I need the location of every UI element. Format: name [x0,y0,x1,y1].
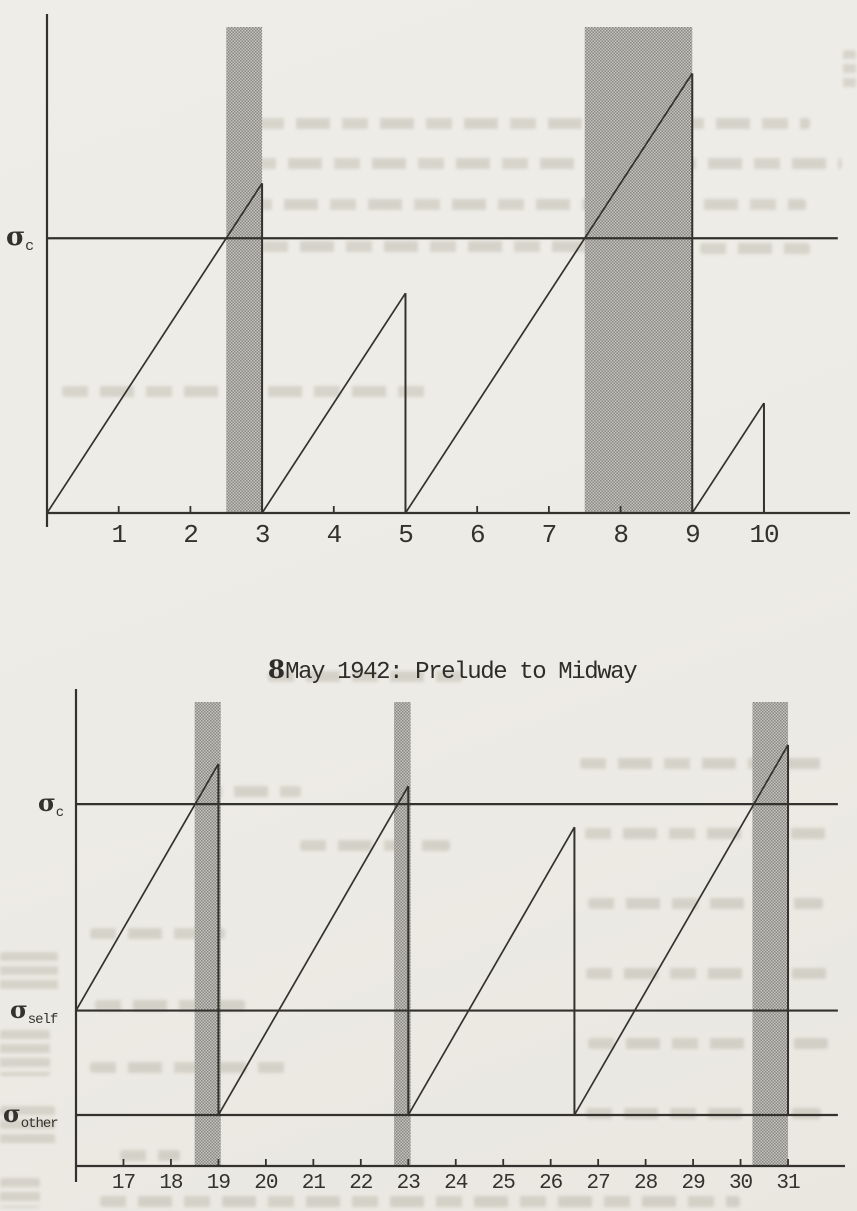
shaded-band [752,702,788,1166]
sawtooth-rise-line [218,786,408,1115]
chart-title [47,655,857,688]
sigma-symbol: σ [38,788,56,817]
x-tick-label: 9 [685,520,700,550]
sigma-c-label-bottom [38,788,64,821]
sigma-subscript: c [25,238,34,255]
sigma-symbol: σ [10,995,28,1024]
top-sawtooth-chart [47,14,850,550]
sigma-symbol: σ [3,1099,21,1128]
shaded-band [195,702,221,1166]
x-tick-label: 23 [396,1172,420,1195]
x-tick-label: 25 [491,1172,515,1195]
x-tick-label: 19 [206,1172,231,1195]
x-tick-label: 22 [349,1172,373,1195]
x-tick-label: 30 [728,1172,753,1195]
x-tick-label: 18 [159,1172,183,1195]
x-tick-label: 17 [111,1172,136,1195]
chart-title-text: May 1942: Prelude to Midway [285,659,637,686]
chart-title-prefix: 8 [267,655,286,684]
sawtooth-rise-line [262,293,405,513]
x-tick-label: 27 [586,1172,610,1195]
sigma-other-label [3,1099,58,1132]
x-tick-label: 31 [776,1172,800,1195]
sigma-subscript: other [20,1116,58,1132]
x-tick-label: 6 [469,520,485,550]
x-tick-label: 4 [326,520,341,550]
x-tick-label: 10 [749,520,779,550]
x-tick-label: 5 [398,520,413,550]
x-tick-label: 21 [301,1172,325,1195]
sigma-subscript: c [55,805,64,821]
x-tick-label: 3 [254,520,270,550]
x-tick-label: 8 [613,520,628,550]
sigma-symbol: σ [6,222,26,252]
sigma-c-label-top [6,222,34,255]
shaded-band [226,27,262,513]
x-tick-label: 26 [539,1172,563,1195]
x-tick-label: 2 [183,520,198,550]
x-tick-label: 28 [634,1172,658,1195]
x-tick-label: 1 [111,520,126,550]
bottom-sawtooth-chart [76,689,845,1195]
sawtooth-rise-line [692,403,764,513]
sigma-subscript: self [27,1012,58,1028]
x-tick-label: 29 [681,1172,705,1195]
x-tick-label: 20 [254,1172,278,1195]
sawtooth-rise-line [408,827,574,1115]
x-tick-label: 24 [444,1172,468,1195]
x-tick-label: 7 [541,520,557,550]
sigma-self-label [10,995,58,1028]
shaded-band [585,27,693,513]
